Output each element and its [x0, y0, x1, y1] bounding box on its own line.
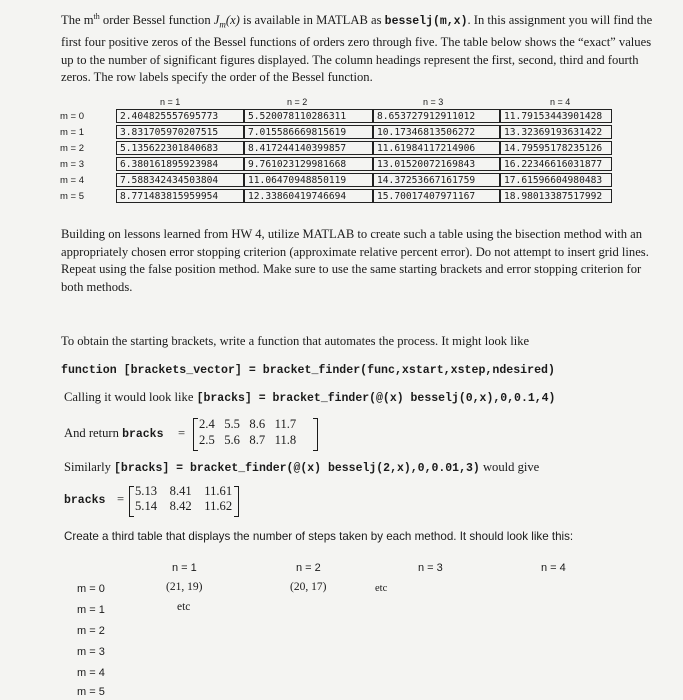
intro-paragraph — [61, 8, 661, 87]
zeros-table-cell: 7.015586669815619 — [244, 125, 373, 139]
equals-sign-2: = — [117, 492, 125, 506]
zeros-table-cell: 16.22346616031877 — [500, 157, 612, 171]
intro-text-4: . In this assignment you will find the first four positive zeros of the Bessel functions of orders zero through five. The table below shows the “exact” values up to the number of significant figures displayed. The column headings represent the first, second, third and fourth zeros. The row labels specify the order of the Bessel function. — [61, 13, 653, 85]
matrix-cell: 8.7 — [249, 433, 266, 447]
call-line — [64, 389, 664, 408]
similarly-code: [bracks] = bracket_finder(@(x) besselj(2,x),0,0.01,3) — [114, 462, 480, 475]
steps-row-label: m = 1 — [77, 604, 105, 616]
matrix-bracket-right-2 — [234, 486, 239, 517]
steps-cell: (21, 19) — [166, 581, 203, 593]
zeros-table-cell: 10.17346813506272 — [373, 125, 500, 139]
matrix-bracket-left-2 — [129, 486, 134, 517]
steps-row-label: m = 3 — [77, 646, 105, 658]
matrix-2-row-1 — [135, 484, 232, 499]
matrix-cell: 11.7 — [274, 417, 297, 431]
intro-text-2: order Bessel function — [99, 13, 214, 28]
zeros-table-cell: 3.831705970207515 — [116, 125, 244, 139]
matrix-cell: 8.6 — [249, 417, 266, 431]
matrix-1-row-2 — [199, 433, 296, 448]
zeros-row-label: m = 4 — [60, 175, 85, 186]
besselj-code: besselj(m,x) — [384, 15, 468, 29]
zeros-table-cell: 8.653727912911012 — [373, 109, 500, 123]
function-signature: function [brackets_vector] = bracket_finder(func,xstart,xstep,ndesired) — [61, 364, 555, 377]
zeros-table-cell: 15.70017407971167 — [373, 189, 500, 203]
zeros-table-cell: 9.761023129981668 — [244, 157, 373, 171]
steps-col-header: n = 3 — [418, 562, 443, 574]
return-text: And return — [64, 426, 123, 440]
matrix-cell: 5.6 — [224, 433, 240, 447]
zeros-table-cell: 17.61596604980483 — [500, 173, 612, 187]
steps-row-label: m = 4 — [77, 667, 105, 679]
zeros-col-header: n = 2 — [287, 97, 308, 107]
steps-col-header: n = 1 — [172, 562, 197, 574]
bessel-symbol: J — [213, 13, 220, 28]
intro-text-1: The m — [61, 13, 94, 28]
zeros-table-cell: 18.98013387517992 — [500, 189, 612, 203]
bisection-paragraph: Building on lessons learned from HW 4, utilize MATLAB to create such a table using the bisection method with an appropriately chosen error stopping criterion (approximate relative percent error). Do not attempt to insert grid lines. Repeat using the false position method. Make sure to use the same starting brackets and error stopping criterion for both methods. — [61, 227, 649, 294]
steps-paragraph: Create a third table that displays the number of steps taken by each method. It should look like this: — [64, 530, 574, 543]
similarly-post: would give — [479, 460, 540, 474]
steps-cell: (20, 17) — [290, 581, 327, 593]
matrix-cell: 5.14 — [135, 499, 158, 513]
zeros-table-cell: 5.520078110286311 — [244, 109, 373, 123]
bracks-var-2: bracks — [64, 494, 106, 507]
brackets-paragraph: To obtain the starting brackets, write a function that automates the process. It might look like — [61, 334, 530, 348]
matrix-cell: 11.8 — [274, 433, 297, 447]
zeros-table-cell: 11.79153443901428 — [500, 109, 612, 123]
similarly-text: Similarly — [64, 460, 115, 474]
matrix-1-row-1 — [199, 417, 296, 432]
matrix-cell: 8.42 — [169, 499, 192, 513]
matrix-bracket-right — [313, 418, 318, 451]
matrix-cell: 11.61 — [204, 484, 233, 498]
zeros-table-cell: 12.33860419746694 — [244, 189, 373, 203]
call-text: Calling it would look like — [64, 390, 197, 404]
zeros-table-cell: 14.37253667161759 — [373, 173, 500, 187]
zeros-table-cell: 14.79595178235126 — [500, 141, 612, 155]
steps-row-label: m = 0 — [77, 583, 105, 595]
matrix-bracket-left — [193, 418, 198, 451]
equals-sign: = — [178, 426, 186, 440]
matrix-cell: 11.62 — [204, 499, 233, 513]
matrix-cell: 8.41 — [169, 484, 192, 498]
bessel-sub: m — [219, 19, 226, 30]
intro-text-3: is available in MATLAB as — [239, 13, 385, 28]
zeros-table-cell: 8.417244140399857 — [244, 141, 373, 155]
matrix-cell: 2.5 — [199, 433, 215, 447]
zeros-row-label: m = 5 — [60, 191, 85, 202]
zeros-table-cell: 11.06470948850119 — [244, 173, 373, 187]
zeros-row-label: m = 2 — [60, 143, 85, 154]
steps-cell: etc — [375, 583, 388, 594]
call-code: [bracks] = bracket_finder(@(x) besselj(0,x),0,0.1,4) — [196, 392, 556, 405]
zeros-table-cell: 7.588342434503804 — [116, 173, 244, 187]
zeros-table-cell: 5.135622301840683 — [116, 141, 244, 155]
intro-sup: th — [93, 12, 100, 21]
zeros-row-label: m = 3 — [60, 159, 85, 170]
steps-cell: etc — [177, 601, 191, 613]
matrix-cell: 5.13 — [135, 484, 158, 498]
steps-col-header: n = 4 — [541, 562, 566, 574]
zeros-table-cell: 13.32369193631422 — [500, 125, 612, 139]
matrix-cell: 5.5 — [224, 417, 240, 431]
zeros-col-header: n = 4 — [550, 97, 571, 107]
zeros-table-cell: 13.01520072169843 — [373, 157, 500, 171]
steps-row-label: m = 5 — [77, 686, 105, 698]
matrix-cell: 2.4 — [199, 417, 215, 431]
zeros-row-label: m = 0 — [60, 111, 85, 122]
zeros-col-header: n = 1 — [160, 97, 181, 107]
bessel-arg: (x) — [225, 13, 240, 28]
zeros-table-cell: 6.380161895923984 — [116, 157, 244, 171]
similarly-line — [64, 459, 674, 478]
zeros-table-cell: 11.61984117214906 — [373, 141, 500, 155]
zeros-col-header: n = 3 — [423, 97, 444, 107]
bracks-var: bracks — [122, 428, 164, 441]
zeros-table-cell: 2.404825557695773 — [116, 109, 244, 123]
zeros-row-label: m = 1 — [60, 127, 85, 138]
steps-col-header: n = 2 — [296, 562, 321, 574]
zeros-table-cell: 8.771483815959954 — [116, 189, 244, 203]
matrix-2-row-2 — [135, 499, 232, 514]
steps-row-label: m = 2 — [77, 625, 105, 637]
